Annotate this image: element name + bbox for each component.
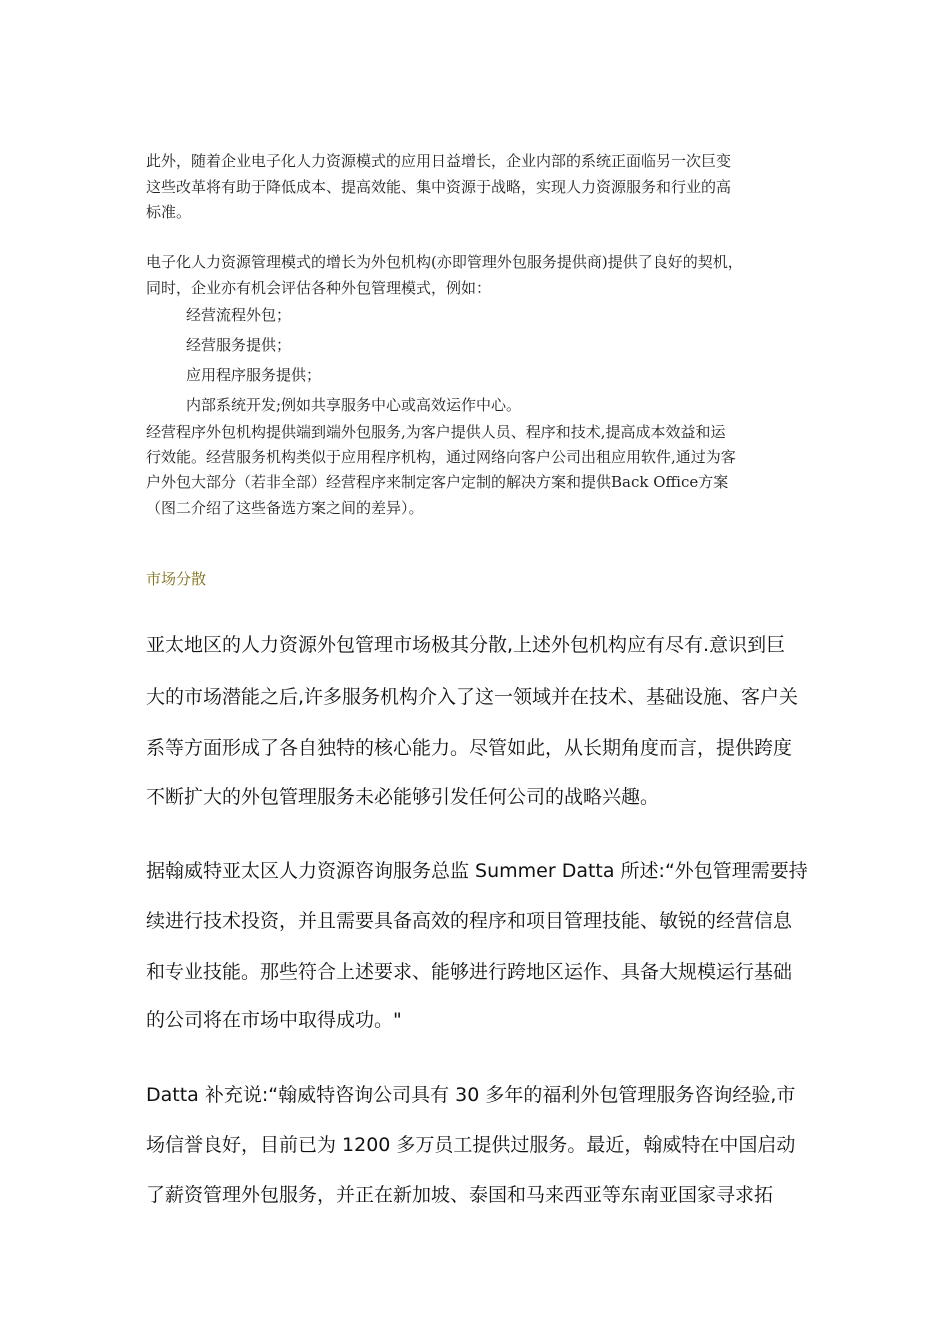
text-line: 电子化人力资源管理模式的增长为外包机构(亦即管理外包服务提供商)提供了良好的契机， bbox=[146, 253, 743, 271]
text-line: 户外包大部分（若非全部）经营程序来制定客户定制的解决方案和提供Back Office方案 bbox=[146, 473, 729, 491]
text-line: 大的市场潜能之后,许多服务机构介入了这一领域并在技术、基础设施、客户关 bbox=[146, 686, 799, 708]
text-line: 和专业技能。那些符合上述要求、能够进行跨地区运作、具备大规模运行基础 bbox=[146, 961, 793, 983]
text-line: 续进行技术投资，并且需要具备高效的程序和项目管理技能、敏锐的经营信息 bbox=[146, 910, 793, 932]
text-line: 的公司将在市场中取得成功。" bbox=[146, 1009, 402, 1031]
section-heading: 市场分散 bbox=[146, 570, 207, 588]
list-item: 应用程序服务提供； bbox=[186, 366, 322, 384]
text-line: 标准。 bbox=[146, 203, 192, 221]
text-line: 行效能。经营服务机构类似于应用程序机构，通过网络向客户公司出租应用软件,通过为客 bbox=[146, 448, 736, 466]
text-line: 这些改革将有助于降低成本、提高效能、集中资源于战略，实现人力资源服务和行业的高 bbox=[146, 178, 732, 196]
text-line: 同时，企业亦有机会评估各种外包管理模式，例如： bbox=[146, 279, 492, 297]
list-item: 内部系统开发;例如共享服务中心或高效运作中心。 bbox=[186, 396, 522, 414]
text-line: 系等方面形成了各自独特的核心能力。尽管如此，从长期角度而言，提供跨度 bbox=[146, 737, 793, 759]
text-line: 据翰威特亚太区人力资源咨询服务总监 Summer Datta 所述:“外包管理需要持 bbox=[146, 860, 808, 882]
text-line: 了薪资管理外包服务，并正在新加坡、泰国和马来西亚等东南亚国家寻求拓 bbox=[146, 1184, 774, 1206]
text-line: 场信誉良好，目前已为 1200 多万员工提供过服务。最近，翰威特在中国启动 bbox=[146, 1134, 796, 1156]
list-item: 经营流程外包； bbox=[186, 306, 292, 324]
text-line: 经营程序外包机构提供端到端外包服务,为客户提供人员、程序和技术,提高成本效益和运 bbox=[146, 423, 726, 441]
text-line: 不断扩大的外包管理服务未必能够引发任何公司的战略兴趣。 bbox=[146, 786, 660, 808]
text-line: （图二介绍了这些备选方案之间的差异）。 bbox=[146, 499, 424, 517]
text-line: Datta 补充说:“翰威特咨询公司具有 30 多年的福利外包管理服务咨询经验,市 bbox=[146, 1084, 796, 1106]
text-line: 亚太地区的人力资源外包管理市场极其分散,上述外包机构应有尽有.意识到巨 bbox=[146, 634, 786, 656]
list-item: 经营服务提供； bbox=[186, 336, 292, 354]
text-line: 此外，随着企业电子化人力资源模式的应用日益增长，企业内部的系统正面临另一次巨变 bbox=[146, 152, 732, 170]
